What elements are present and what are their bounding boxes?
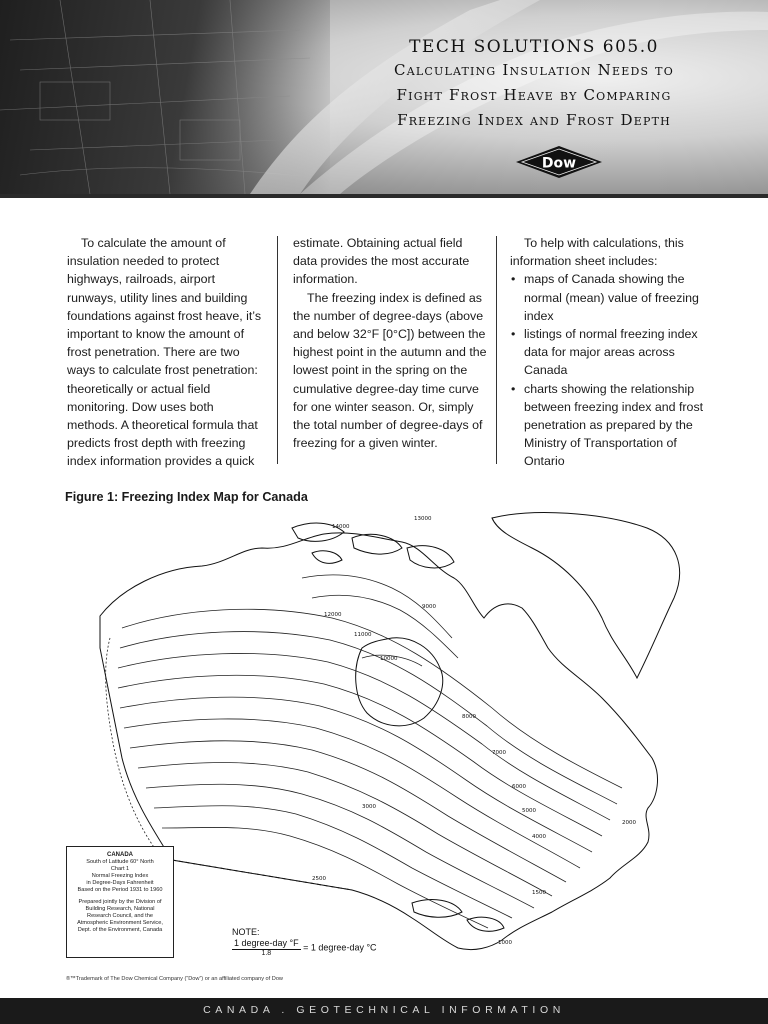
legend-line: Building Research, National bbox=[85, 906, 155, 912]
list-item: • charts showing the relationship between freezing index and frost penetration as prepared by the Ministry of Transportation of Ontario bbox=[510, 380, 720, 471]
footer-bar bbox=[0, 998, 768, 1024]
contour-label: 2500 bbox=[312, 876, 326, 882]
contour-label: 10000 bbox=[380, 656, 398, 662]
title-line-4: Freezing Index and Frost Depth bbox=[397, 111, 671, 129]
footer-text: CANADA . GEOTECHNICAL INFORMATION bbox=[203, 1004, 565, 1016]
contour-label: 4000 bbox=[532, 834, 546, 840]
list-item: • maps of Canada showing the normal (mean) value of freezing index bbox=[510, 270, 720, 325]
legend-title: CANADA bbox=[107, 852, 133, 858]
contour-labels bbox=[312, 516, 636, 946]
text-column-1 bbox=[67, 234, 265, 471]
list-item: • listings of normal freezing index data for major areas across Canada bbox=[510, 325, 720, 380]
arctic-islands bbox=[292, 523, 454, 568]
title-line-1: TECH SOLUTIONS 605.0 bbox=[409, 37, 659, 57]
contour-label: 1500 bbox=[532, 890, 546, 896]
fraction-numerator: 1 degree-day °F bbox=[234, 938, 299, 948]
contour-label: 9000 bbox=[422, 604, 436, 610]
legend-line: Atmospheric Environment Service, bbox=[77, 920, 163, 926]
column3-intro: To help with calculations, this information sheet includes: bbox=[510, 236, 684, 269]
title-line-3: Fight Frost Heave by Comparing bbox=[396, 86, 672, 104]
contour-label: 8000 bbox=[462, 714, 476, 720]
contour-label: 5000 bbox=[522, 808, 536, 814]
contour-label: 13000 bbox=[414, 516, 432, 522]
contour-label: 3000 bbox=[362, 804, 376, 810]
map-legend bbox=[66, 846, 174, 958]
legend-line: in Degree-Days Fahrenheit bbox=[86, 880, 154, 886]
dow-logo-text: Dow bbox=[541, 155, 577, 172]
legend-line: Normal Freezing Index bbox=[91, 873, 149, 879]
column-divider-2 bbox=[496, 236, 497, 464]
includes-list bbox=[510, 270, 720, 470]
column1-paragraph: To calculate the amount of insulation needed to protect highways, railroads, airport runways, utility lines and building foundations against frost heave, it’s important to know the amount of frost penetration. There are two ways to calculate frost penetration: theoretically or actual field monitoring. Dow uses both methods. A theoretical formula that predicts frost depth with freezing index information provides a quick bbox=[67, 236, 262, 469]
legend-line: Prepared jointly by the Division of bbox=[78, 899, 162, 905]
contour-label: 6000 bbox=[512, 784, 526, 790]
header-banner bbox=[0, 0, 768, 194]
dow-logo bbox=[514, 145, 604, 179]
contour-label: 14000 bbox=[332, 524, 350, 530]
conversion-result: = 1 degree-day °C bbox=[303, 942, 377, 953]
title-line-2: Calculating Insulation Needs to bbox=[394, 61, 674, 79]
contour-label: 2000 bbox=[622, 820, 636, 826]
greenland bbox=[492, 513, 680, 678]
canada-outline bbox=[100, 533, 658, 953]
column2-paragraph-1: estimate. Obtaining actual field data provides the most accurate information. bbox=[293, 236, 470, 287]
note-label: NOTE: bbox=[232, 927, 260, 937]
legend-line: Based on the Period 1931 to 1960 bbox=[77, 887, 163, 893]
text-column-3 bbox=[510, 234, 720, 471]
contour-lines bbox=[106, 575, 622, 928]
contour-label: 1000 bbox=[498, 940, 512, 946]
figure-caption: Figure 1: Freezing Index Map for Canada bbox=[65, 490, 308, 504]
conversion-note bbox=[232, 927, 377, 958]
column-divider-1 bbox=[277, 236, 278, 464]
column2-paragraph-2: The freezing index is defined as the number of degree-days (above and below 32°F [0°C]) between the highest point in the autumn and the lowest point in the spring on the cumulative degree-day time curve for one winter season. Or, simply the total number of degree-days of freezing for a given winter. bbox=[293, 290, 487, 451]
legend-line: South of Latitude 60° North bbox=[86, 859, 154, 865]
document-title bbox=[334, 36, 734, 133]
contour-label: 12000 bbox=[324, 612, 342, 618]
fraction-denominator: 1.8 bbox=[261, 950, 272, 957]
legend-line: Research Council, and the bbox=[87, 913, 153, 919]
trademark-notice: ®™Trademark of The Dow Chemical Company (“Dow”) or an affiliated company of Dow bbox=[66, 976, 283, 982]
legend-line: Chart 1 bbox=[110, 866, 130, 872]
contour-label: 7000 bbox=[492, 750, 506, 756]
great-lakes bbox=[412, 900, 504, 932]
banner-divider bbox=[0, 194, 768, 198]
conversion-fraction bbox=[232, 938, 301, 958]
contour-label: 11000 bbox=[354, 632, 372, 638]
hudson-bay bbox=[356, 638, 443, 726]
text-column-2 bbox=[293, 234, 489, 452]
legend-line: Dept. of the Environment, Canada bbox=[77, 927, 163, 933]
